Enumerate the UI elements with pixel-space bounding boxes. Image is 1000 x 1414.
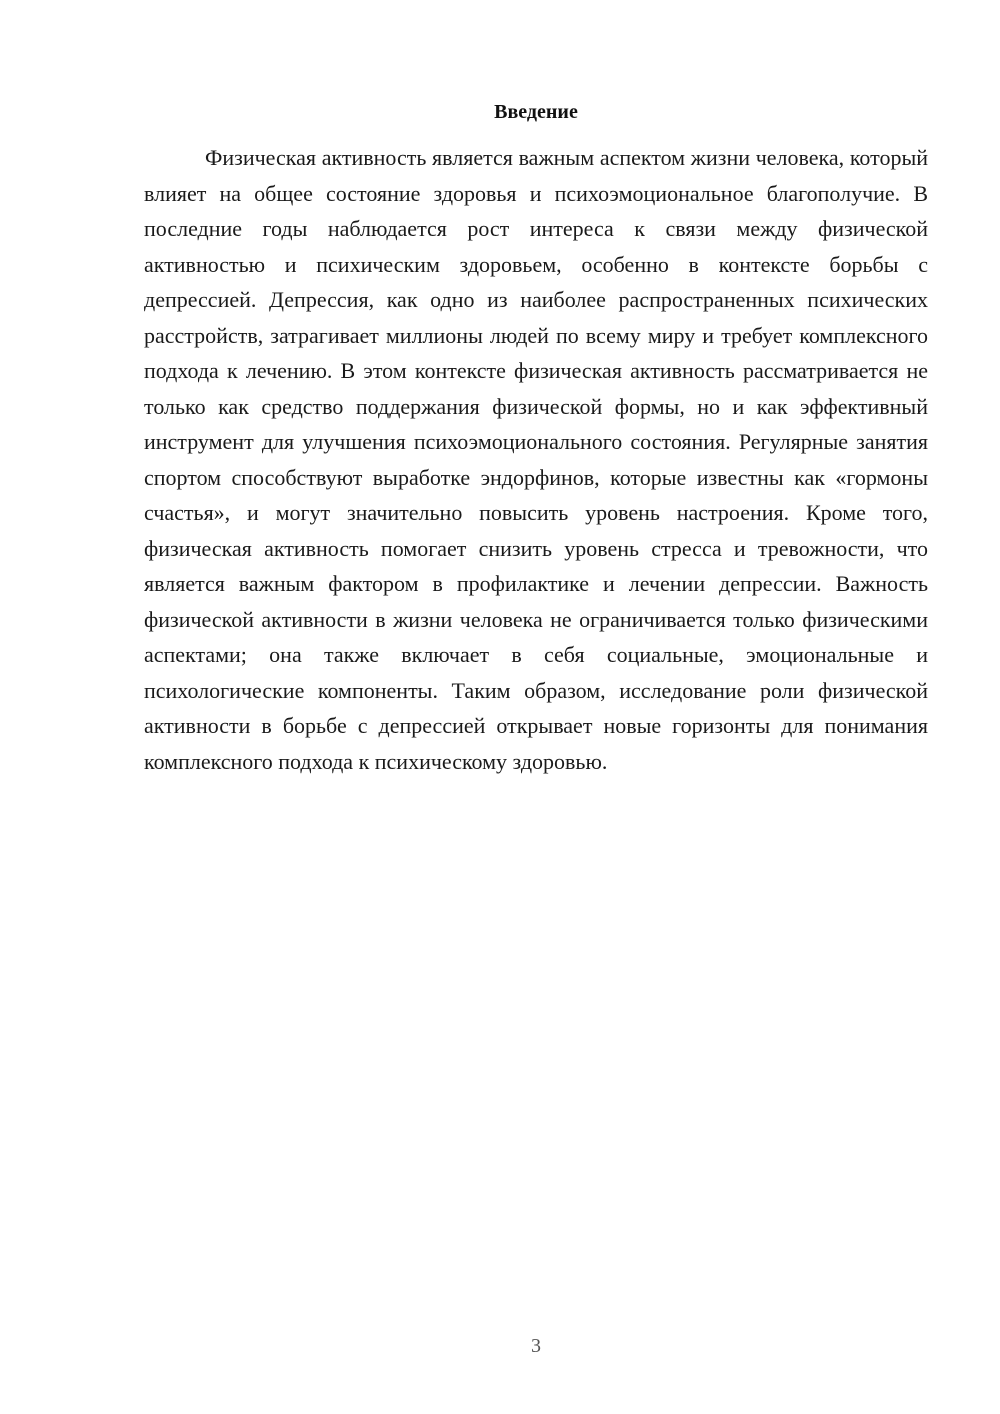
page-number: 3 <box>531 1335 541 1357</box>
body-paragraph: Физическая активность является важным аспектом жизни человека, который влияет на общее состояние здоровья и психоэмоциональное благополучие. В последние годы наблюдается рост интереса к связи между физической активностью и психическим здоровьем, особенно в контексте борьбы с депрессией. Депрессия, как одно из наиболее распространенных психических расстройств, затрагивает миллионы людей по всему миру и требует комплексного подхода к лечению. В этом контексте физическая активность рассматривается не только как средство поддержания физической формы, но и как эффективный инструмент для улучшения психоэмоционального состояния. Регулярные занятия спортом способствуют выработке эндорфинов, которые известны как «гормоны счастья», и могут значительно повысить уровень настроения. Кроме того, физическая активность помогает снизить уровень стресса и тревожности, что является важным фактором в профилактике и лечении депрессии. Важность физической активности в жизни человека не ограничивается только физическими аспектами; она также включает в себя социальные, эмоциональные и психологические компоненты. Таким образом, исследование роли физической активности в борьбе с депрессией открывает новые горизонты для понимания комплексного подхода к психическому здоровью. <box>144 145 928 774</box>
section-heading: Введение <box>494 101 578 123</box>
